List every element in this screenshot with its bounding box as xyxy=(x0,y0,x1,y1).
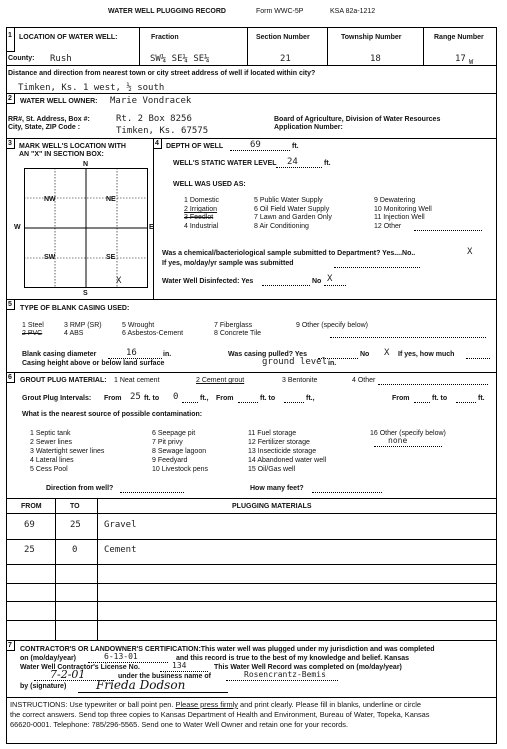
contam-option[interactable]: 8 Sewage lagoon xyxy=(152,448,207,455)
divider xyxy=(324,285,346,286)
contamination-question: What is the nearest source of possible contamination: xyxy=(22,411,203,418)
table-row-from[interactable]: 69 xyxy=(24,520,35,530)
divider xyxy=(312,492,382,493)
divider xyxy=(330,337,486,338)
contam-option[interactable]: 9 Feedyard xyxy=(152,457,188,464)
casing-height-label: Casing height above or below land surface xyxy=(22,360,165,367)
signature-label: by (signature) xyxy=(20,683,67,690)
section-number-label: Section Number xyxy=(256,34,310,41)
range-number-value[interactable]: 17 xyxy=(455,54,466,64)
casing-option[interactable]: 4 ABS xyxy=(64,330,84,337)
divider xyxy=(6,65,497,66)
static-level-label: WELL'S STATIC WATER LEVEL xyxy=(173,160,277,167)
quadrant-se: SE xyxy=(106,254,116,261)
divider xyxy=(230,150,290,151)
divider xyxy=(423,27,424,65)
use-option[interactable]: 10 Monitoring Well xyxy=(374,206,432,213)
county-label: County: xyxy=(8,55,35,62)
divider xyxy=(238,402,258,403)
divider xyxy=(6,498,497,499)
direction-label: Direction from well? xyxy=(46,485,114,492)
city-label: City, State, ZIP Code : xyxy=(8,124,81,131)
address-value[interactable]: Rt. 2 Box 8256 xyxy=(116,114,192,124)
location-label: LOCATION OF WATER WELL: xyxy=(19,34,118,41)
township-label: Township Number xyxy=(341,34,402,41)
contam-option[interactable]: 1 Septic tank xyxy=(30,430,71,437)
instructions-emphasis: Please press firmly xyxy=(175,700,238,709)
owner-label: WATER WELL OWNER: xyxy=(20,98,98,105)
casing-height-unit: in. xyxy=(328,360,337,367)
divider xyxy=(78,692,228,693)
compass-n: N xyxy=(83,161,89,168)
sample-question: Was a chemical/bacteriological sample submitted to Department? Yes....No.. xyxy=(162,250,416,257)
divider xyxy=(414,230,482,231)
contam-option[interactable]: 11 Fuel storage xyxy=(248,430,297,437)
owner-value[interactable]: Marie Vondracek xyxy=(110,96,192,106)
interval-ft-label: ft., xyxy=(200,395,209,402)
use-option[interactable]: 1 Domestic xyxy=(184,197,220,204)
section-3-number: 3 xyxy=(6,138,15,149)
divider xyxy=(247,27,248,65)
divider xyxy=(378,384,488,385)
sample-date-label: If yes, mo/day/yr sample was submitted xyxy=(162,260,294,267)
from-header: FROM xyxy=(21,503,42,510)
table-row-material[interactable]: Cement xyxy=(104,545,137,555)
divider xyxy=(6,513,497,514)
casing-option[interactable]: 2 PVC xyxy=(22,330,43,337)
township-number-value[interactable]: 18 xyxy=(370,54,381,64)
divider xyxy=(6,583,497,584)
divider xyxy=(284,402,304,403)
divider xyxy=(226,680,338,681)
divider xyxy=(6,539,497,540)
use-option[interactable]: 8 Air Conditioning xyxy=(254,223,309,230)
instructions-text: INSTRUCTIONS: Use typewriter or ball point pen. xyxy=(10,700,174,709)
grout-option[interactable]: 3 Bentonite xyxy=(282,377,318,384)
mark-location-label-1: MARK WELL'S LOCATION WITH xyxy=(19,143,126,150)
section-box[interactable] xyxy=(24,168,148,288)
use-option[interactable]: 4 Industrial xyxy=(184,223,219,230)
range-direction[interactable]: W xyxy=(469,58,474,66)
pulled-no-mark[interactable]: X xyxy=(384,348,390,358)
divider xyxy=(6,601,497,602)
feet-label: How many feet? xyxy=(250,485,304,492)
divider xyxy=(6,299,497,300)
materials-header: PLUGGING MATERIALS xyxy=(232,503,312,510)
casing-option[interactable]: 6 Asbestos-Cement xyxy=(122,330,184,337)
instructions-text: and print clearly. Please fill in blanks, underline or circle xyxy=(237,700,422,709)
casing-option[interactable]: 8 Concrete Tile xyxy=(214,330,262,337)
divider xyxy=(466,358,490,359)
disinfected-no-mark[interactable]: X xyxy=(327,274,333,284)
address-label: RR#, St. Address, Box #: xyxy=(8,116,90,123)
divider xyxy=(120,492,184,493)
license-label: Water Well Contractor's License No. xyxy=(20,664,140,671)
board-label: Board of Agriculture, Division of Water Resources xyxy=(274,116,441,123)
instructions xyxy=(10,700,494,730)
divider xyxy=(6,93,497,94)
use-option[interactable]: 3 Feedlot xyxy=(184,214,214,221)
use-option[interactable]: 9 Dewatering xyxy=(374,197,416,204)
contam-option[interactable]: 5 Cess Pool xyxy=(30,466,68,473)
instructions-line-3: 66620-0001. Telephone: 785/296-5565. Send one to Water Well Owner and retain one for your records. xyxy=(10,720,348,729)
interval-from-label-2: From xyxy=(216,395,234,402)
divider xyxy=(327,27,328,65)
table-row-to[interactable]: 25 xyxy=(70,520,81,530)
static-level-value[interactable]: 24 xyxy=(287,157,298,167)
form-frame xyxy=(6,27,497,744)
contam-option[interactable]: 2 Sewer lines xyxy=(30,439,73,446)
divider xyxy=(153,138,154,299)
completion-date[interactable]: 6-13-01 xyxy=(104,652,138,661)
divider xyxy=(108,358,162,359)
certification-date-label: on (mo/day/year) xyxy=(20,655,77,662)
table-row-material[interactable]: Gravel xyxy=(104,520,137,530)
license-number[interactable]: 134 xyxy=(172,661,187,670)
interval-to-label: ft. to xyxy=(144,395,160,402)
divider xyxy=(456,402,476,403)
fraction-label: Fraction xyxy=(151,34,179,41)
divider xyxy=(182,402,198,403)
static-level-unit: ft. xyxy=(324,160,331,167)
casing-option[interactable]: 5 Wrought xyxy=(122,322,155,329)
record-date-label: This Water Well Record was completed on (mo/day/year) xyxy=(214,664,402,671)
section-2-number: 2 xyxy=(6,93,15,104)
intervals-label: Grout Plug Intervals: xyxy=(22,395,92,402)
pulled-label: Was casing pulled? Yes xyxy=(228,351,307,358)
contam-option[interactable]: 7 Pit privy xyxy=(152,439,183,446)
interval-ft-label-3: ft. xyxy=(478,395,485,402)
distance-label: Distance and direction from nearest town or city street address of well if located within city? xyxy=(8,70,316,77)
divider xyxy=(6,697,497,698)
statute-reference: KSA 82a-1212 xyxy=(330,8,376,15)
depth-unit: ft. xyxy=(292,143,299,150)
interval-ft-label-2: ft., xyxy=(306,395,315,402)
divider xyxy=(262,285,310,286)
diameter-unit: in. xyxy=(163,351,172,358)
divider xyxy=(55,498,56,640)
sample-no-mark[interactable]: X xyxy=(467,247,473,257)
quadrant-ne: NE xyxy=(106,196,116,203)
contam-option[interactable]: 3 Watertight sewer lines xyxy=(30,448,105,455)
section-6-number: 6 xyxy=(6,372,15,383)
divider xyxy=(6,372,497,373)
disinfected-label: Water Well Disinfected: Yes xyxy=(162,278,254,285)
section-5-number: 5 xyxy=(6,299,15,310)
quadrant-nw: NW xyxy=(44,196,56,203)
certification-line-2: and this record is true to the best of my knowledge and belief. Kansas xyxy=(176,655,409,662)
divider xyxy=(6,564,497,565)
divider xyxy=(6,620,497,621)
divider xyxy=(6,640,497,641)
divider xyxy=(334,267,420,268)
use-option[interactable]: 5 Public Water Supply xyxy=(254,197,323,204)
county-value[interactable]: Rush xyxy=(50,54,72,64)
signature[interactable]: Frieda Dodson xyxy=(96,678,186,692)
divider xyxy=(374,446,442,447)
divider xyxy=(97,498,98,640)
contam-option[interactable]: 13 Insecticide storage xyxy=(248,448,317,455)
other-source-value[interactable]: none xyxy=(388,436,408,445)
contam-option[interactable]: 12 Fertilizer storage xyxy=(248,439,310,446)
record-completed-date[interactable]: 7-2-01 xyxy=(50,668,86,681)
diameter-label: Blank casing diameter xyxy=(22,351,97,358)
contam-option[interactable]: 16 Other (specify below) xyxy=(370,430,446,437)
compass-w: W xyxy=(14,224,21,231)
grout-option[interactable]: 4 Other xyxy=(352,377,376,384)
grout-material-label: GROUT PLUG MATERIAL: xyxy=(20,377,107,384)
use-option-selected[interactable]: 2 Irrigation xyxy=(184,206,218,213)
well-location-mark[interactable]: X xyxy=(116,276,122,286)
casing-option[interactable]: 3 RMP (SR) xyxy=(64,322,102,329)
to-header: TO xyxy=(70,503,80,510)
section-4-number: 4 xyxy=(153,138,162,149)
form-title: WATER WELL PLUGGING RECORD xyxy=(108,8,226,15)
use-option[interactable]: 11 Injection Well xyxy=(374,214,425,221)
instructions-line-1 xyxy=(10,700,494,710)
grout-option-selected[interactable]: 2 Cement grout xyxy=(196,377,245,384)
use-option[interactable]: 7 Lawn and Garden Only xyxy=(254,214,332,221)
depth-label: DEPTH OF WELL xyxy=(166,143,224,150)
range-label: Range Number xyxy=(434,34,484,41)
diameter-value[interactable]: 16 xyxy=(126,348,137,358)
table-row-from[interactable]: 25 xyxy=(24,545,35,555)
compass-s: S xyxy=(83,290,88,297)
interval-to-label-3: ft. to xyxy=(432,395,448,402)
use-option[interactable]: 6 Oil Field Water Supply xyxy=(254,206,330,213)
interval-from-label-3: From xyxy=(392,395,410,402)
interval-to-value[interactable]: 0 xyxy=(173,392,179,402)
disinfected-no-label: No xyxy=(312,278,322,285)
instructions-line-2: the correct answers. Send top three copies to Kansas Department of Health and Environment, Bureau of Water, Topeka, Kansas xyxy=(10,710,430,719)
form-number: Form WWC-5P xyxy=(256,8,304,15)
pulled-no-label: No xyxy=(360,351,370,358)
used-as-label: WELL WAS USED AS: xyxy=(173,181,246,188)
divider xyxy=(139,27,140,65)
contam-option[interactable]: 6 Seepage pit xyxy=(152,430,196,437)
depth-value[interactable]: 69 xyxy=(250,140,261,150)
use-option[interactable]: 12 Other xyxy=(374,223,402,230)
section-7-number: 7 xyxy=(6,640,15,651)
divider xyxy=(276,167,322,168)
certification-line-1: CONTRACTOR'S OR LANDOWNER'S CERTIFICATION:This water well was plugged under my jurisdiction and was completed xyxy=(20,646,435,653)
distance-value[interactable]: Timken, Ks. 1 west, ½ south xyxy=(18,83,165,93)
divider xyxy=(6,138,497,139)
interval-from-label: From xyxy=(104,395,122,402)
interval-from-value[interactable]: 25 xyxy=(130,392,141,402)
grout-option[interactable]: 1 Neat cement xyxy=(114,377,160,384)
table-row-to[interactable]: 0 xyxy=(72,545,78,555)
business-name-label: under the business name of xyxy=(118,673,211,680)
section-1-number: 1 xyxy=(6,27,15,52)
how-much-label: If yes, how much xyxy=(398,351,455,358)
business-name-value[interactable]: Rosencrantz-Bemis xyxy=(244,670,326,679)
divider xyxy=(160,671,208,672)
interval-to-label-2: ft. to xyxy=(260,395,276,402)
mark-location-label-2: AN "X" IN SECTION BOX: xyxy=(19,151,104,158)
divider xyxy=(414,402,430,403)
section-number-value[interactable]: 21 xyxy=(280,54,291,64)
contam-option[interactable]: 10 Livestock pens xyxy=(152,466,209,473)
application-label: Application Number: xyxy=(274,124,343,131)
compass-e: E xyxy=(149,224,154,231)
quadrant-sw: SW xyxy=(44,254,56,261)
contam-option[interactable]: 14 Abandoned water well xyxy=(248,457,327,464)
casing-option[interactable]: 7 Fiberglass xyxy=(214,322,253,329)
fraction-value[interactable]: SW¼ SE¼ SE¼ xyxy=(150,54,210,64)
contam-option[interactable]: 4 Lateral lines xyxy=(30,457,74,464)
casing-option[interactable]: 1 Steel xyxy=(22,322,44,329)
divider xyxy=(88,662,168,663)
contam-option[interactable]: 15 Oil/Gas well xyxy=(248,466,296,473)
casing-height-value[interactable]: ground level xyxy=(262,357,328,367)
city-value[interactable]: Timken, Ks. 67575 xyxy=(116,126,209,136)
casing-type-label: TYPE OF BLANK CASING USED: xyxy=(20,305,130,312)
casing-option[interactable]: 9 Other (specify below) xyxy=(296,322,368,329)
